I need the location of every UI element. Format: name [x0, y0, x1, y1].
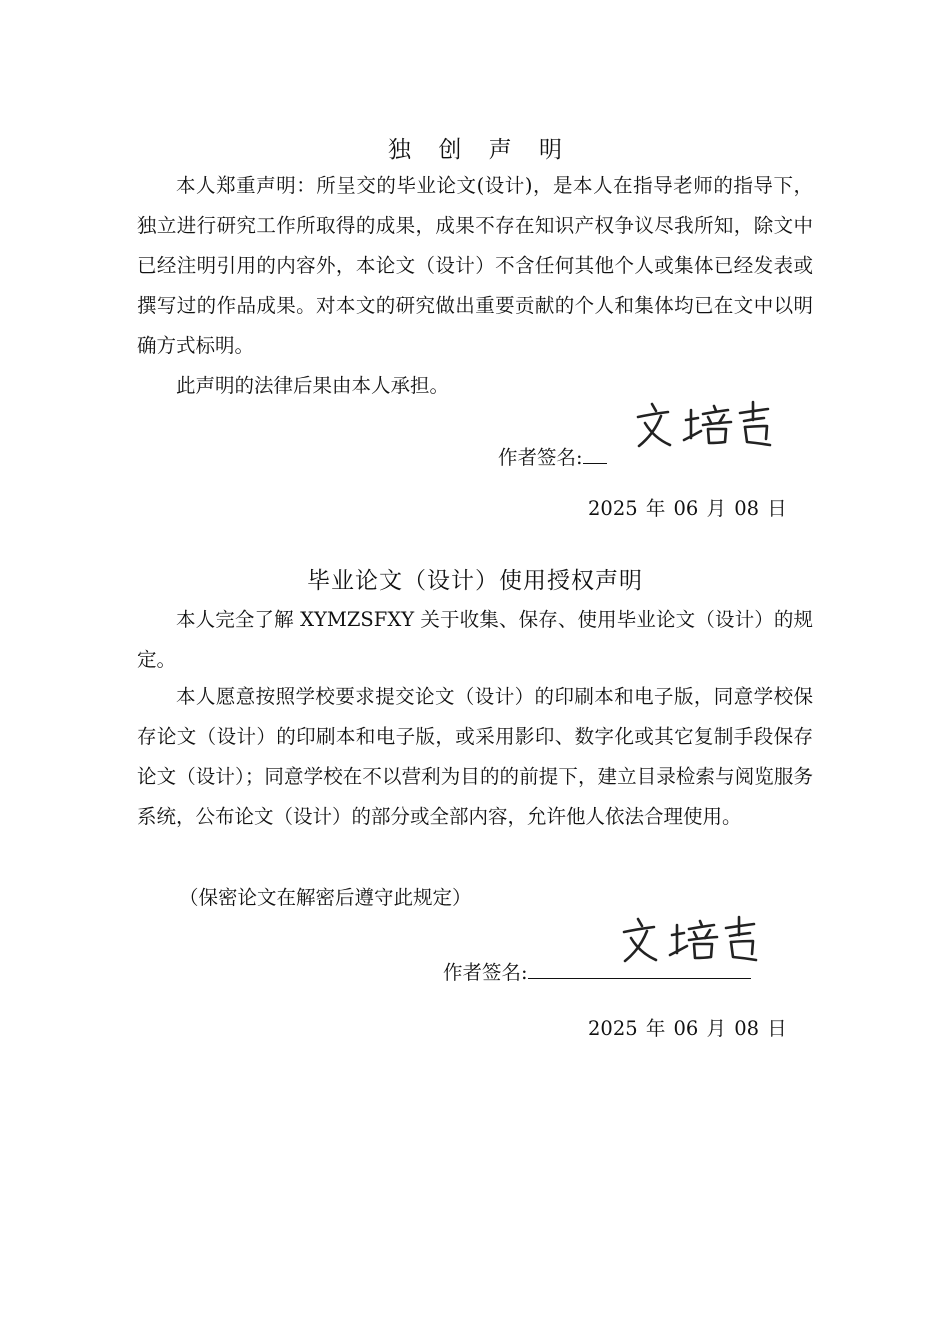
declaration-paragraph-2: 此声明的法律后果由本人承担。: [176, 374, 450, 397]
authorization-handwritten-signature: [618, 913, 768, 971]
authorization-title: 毕业论文（设计）使用授权声明: [307, 568, 643, 594]
authorization-signature-label: 作者签名:: [443, 961, 528, 984]
declaration-title: 独 创 声 明: [388, 137, 572, 163]
authorization-paragraph-2: 本人愿意按照学校要求提交论文（设计）的印刷本和电子版，同意学校保存论文（设计）的印刷本和电子版，或采用影印、数字化或其它复制手段保存论文（设计）；同意学校在不以营利为目的的前提下，建立目录检索与阅览服务系统，公布论文（设计）的部分或全部内容，允许他人依法合理使用。: [137, 685, 813, 828]
declaration-paragraph-1: 本人郑重声明：所呈交的毕业论文(设计)，是本人在指导老师的指导下，独立进行研究工作所取得的成果，成果不存在知识产权争议尽我所知，除文中已经注明引用的内容外，本论文（设计）不含任何其他个人或集体已经发表或撰写过的作品成果。对本文的研究做出重要贡献的个人和集体均已在文中以明确方式标明。: [137, 174, 813, 357]
authorization-date: 2025 年 06 月 08 日: [588, 1017, 787, 1040]
authorization-paragraph-3: （保密论文在解密后遵守此规定）: [179, 886, 472, 909]
authorization-paragraph-1: 本人完全了解 XYMZSFXY 关于收集、保存、使用毕业论文（设计）的规定。: [137, 608, 813, 671]
declaration-handwritten-signature: [632, 398, 782, 456]
declaration-signature-label: 作者签名:: [498, 446, 583, 469]
declaration-signature-line: [498, 442, 607, 470]
declaration-date: 2025 年 06 月 08 日: [588, 497, 787, 520]
signature-underline: [583, 443, 607, 464]
